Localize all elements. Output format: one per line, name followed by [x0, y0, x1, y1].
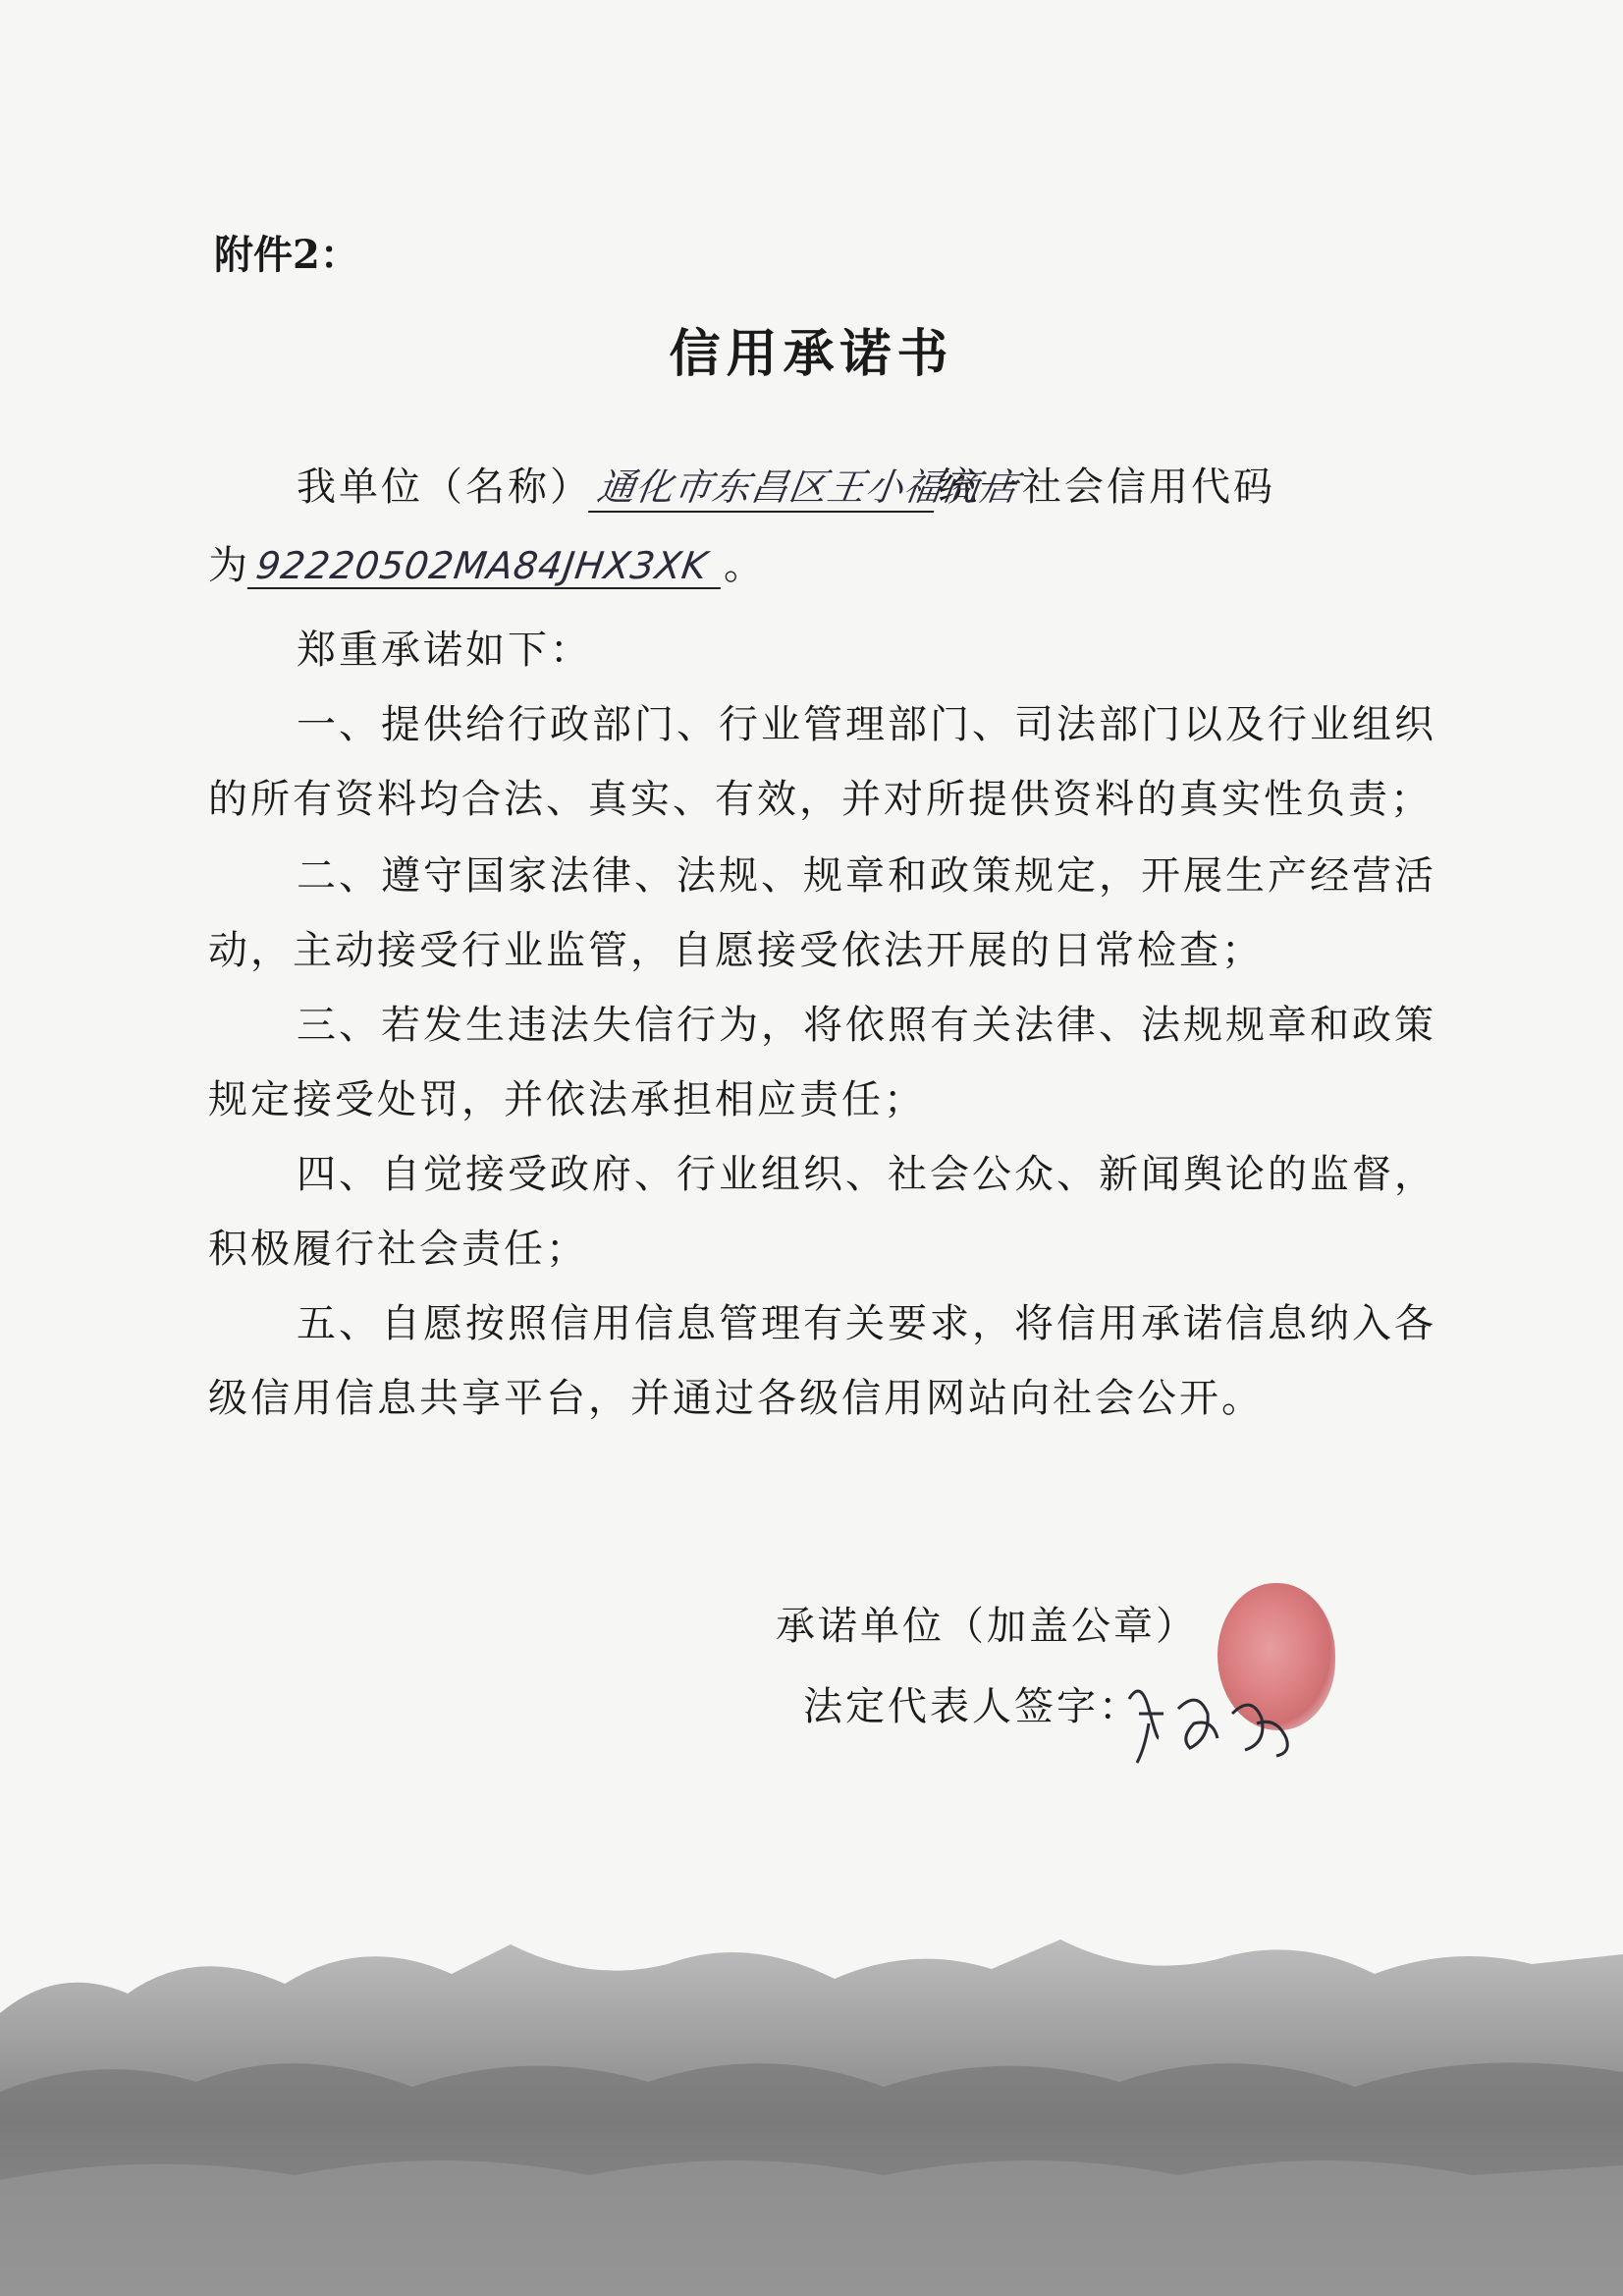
item-4-line-1: 四、自觉接受政府、行业组织、社会公众、新闻舆论的监督， — [297, 1152, 1436, 1197]
legal-rep-label: 法定代表人签字： — [803, 1684, 1141, 1729]
unit-mid: 统一社会信用代码 — [938, 465, 1275, 510]
item-2-line-2: 动，主动接受行业监管，自愿接受依法开展的日常检查； — [208, 928, 1264, 973]
item-5-line-2: 级信用信息共享平台，并通过各级信用网站向社会公开。 — [208, 1376, 1264, 1421]
code-suffix: 。 — [724, 543, 766, 588]
unit-seal-label: 承诺单位（加盖公章） — [776, 1604, 1198, 1649]
item-2-line-1: 二、遵守国家法律、法规、规章和政策规定，开展生产经营活 — [297, 853, 1436, 899]
item-3-line-2: 规定接受处罚，并依法承担相应责任； — [208, 1077, 926, 1122]
document-title: 信用承诺书 — [669, 324, 954, 384]
item-1-line-1: 一、提供给行政部门、行业管理部门、司法部门以及行业组织 — [297, 702, 1436, 747]
item-4-line-2: 积极履行社会责任； — [208, 1227, 588, 1272]
handwritten-signature — [1119, 1669, 1316, 1777]
item-5-line-1: 五、自愿按照信用信息管理有关要求，将信用承诺信息纳入各 — [297, 1301, 1436, 1346]
unit-line — [297, 456, 1494, 513]
item-1-line-2: 的所有资料均合法、真实、有效，并对所提供资料的真实性负责； — [208, 777, 1433, 822]
code-line — [208, 534, 1406, 590]
credit-code-handwritten: 92220502MA84JHX3XK — [247, 544, 727, 589]
item-3-line-1: 三、若发生违法失信行为，将依照有关法律、法规规章和政策 — [297, 1003, 1436, 1048]
unit-prefix: 我单位（名称） — [297, 465, 592, 510]
attachment-label: 附件2： — [214, 232, 359, 278]
code-prefix: 为 — [208, 543, 250, 588]
intro-line: 郑重承诺如下： — [297, 628, 592, 673]
unit-name-handwritten: 通化市东昌区王小福商店 — [588, 457, 942, 513]
decorative-mountain-footer — [0, 1925, 1623, 2296]
